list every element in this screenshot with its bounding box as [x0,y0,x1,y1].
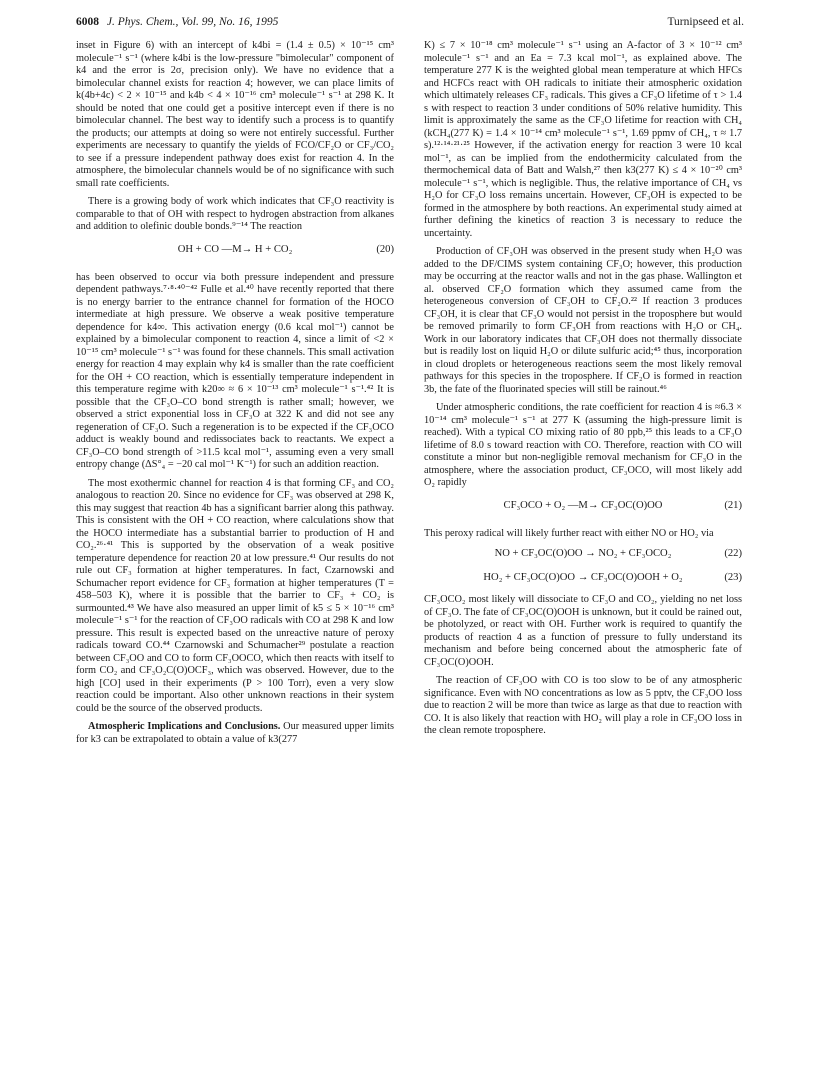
journal-citation: J. Phys. Chem., Vol. 99, No. 16, 1995 [106,16,279,28]
equation-number: (21) [724,499,742,511]
paragraph: There is a growing body of work which indicates that CF₃O reactivity is comparable to that of OH with respect to hydrogen abstraction from alkanes and addition to olefinic double bonds.⁹⁻¹⁴ The reaction [76,196,394,232]
paragraph-text: Our measured upper limits for k3 can be extrapolated to obtain a value of k3(277 [76,721,394,745]
equation-number: (23) [724,572,742,583]
equation-text: NO + CF₃OC(O)OO → NO₂ + CF₃OCO₂ [494,548,672,559]
equation-21 [424,496,742,520]
left-column [76,40,394,752]
equation-text: CF₃OCO + O₂ —M→ CF₃OC(O)OO [503,499,663,511]
paragraph: The reaction of CF₃OO with CO is too slow to be of any atmospheric significance. Even with NO concentrations as low as 5 pptv, the CF₃OO loss due to reaction 2 will be more than twice as large as that due to reaction with CO. It is also likely that reaction with HO₂ will play a role in CF₃OO loss in the clean remote troposphere. [424,675,742,736]
paragraph: This peroxy radical will likely further react with either NO or HO₂ via [424,527,714,539]
paragraph: inset in Figure 6) with an intercept of k4bi = (1.4 ± 0.5) × 10⁻¹⁵ cm³ molecule⁻¹ s⁻¹ (where k4bi is the low-pressure "bimolecular" component of k4 and the error is 2σ, precision only). We have no evidence that a bimolecular channel exists for reaction 4; however, we can place limits of k(4b+4c) < 2 × 10⁻¹⁵ and k4b < 4 × 10⁻¹⁶ cm³ molecule⁻¹ s⁻¹ at 298 K. It should be noted that one could get a positive intercept even if there is no bimolecular channel. The best way to identify such a process is to quantify the products; our attempts at doing so were not entirely successful. Further experiments are necessary to quantify the yields of FCO/CF₂O or CF₃/CO₂ to see if a pressure independent pathway does exist for reaction 4. In the atmosphere, the bimolecular channels would be of no significance with such small rate coefficients. [76,40,394,189]
running-authors: Turnipseed et al. [667,16,744,28]
paragraph: K) ≤ 7 × 10⁻¹⁸ cm³ molecule⁻¹ s⁻¹ using an A-factor of 3 × 10⁻¹² cm³ molecule⁻¹ s⁻¹ and an Ea = 7.3 kcal mol⁻¹, as explained above. The temperature 277 K is the weighted global mean temperature at which HFCs and HCFCs react with OH radicals to initiate their atmospheric oxidation which ultimately releases CF₃ radicals. This gives a CF₃O lifetime of τ > 1.4 s with respect to reaction 3 under conditions of 50% relative humidity. This limit is approximately the same as the CF₃O lifetime for reaction with CH₄ (kCH₄(277 K) = 1.4 × 10⁻¹⁴ cm³ molecule⁻¹ s⁻¹, 1.69 ppmv of CH₄, τ ≈ 1.7 s).¹²·¹⁴·²¹·²⁵ However, if the activation energy for reaction 3 were 10 kcal mol⁻¹, as can be implied from the endothermicity calculated from the thermochemical data of Batt and Walsh,²⁷ then k3(277 K) ≤ 4 × 10⁻²⁰ cm³ molecule⁻¹ s⁻¹, which is negligible. Thus, the relative importance of CH₄ vs H₂O for CF₃O loss remains uncertain. However, CF₃OH is expected to be formed in the atmosphere by both reactions. An experimental study aimed at further defining the kinetics of reaction 3 is necessary to reduce the uncertainty. [424,40,742,239]
paragraph: has been observed to occur via both pressure independent and pressure dependent pathways.⁷·⁸·⁴⁰⁻⁴² Fulle et al.⁴⁰ have recently reported that there is no energy barrier to the entrance channel for formation of the HOCO intermediate at high pressure. We observe a weak positive temperature dependence for k4∞. This activation energy (0.6 kcal mol⁻¹) cannot be explained by a bimolecular component to reaction 4, since a limit of <2 × 10⁻¹⁵ cm³ molecule⁻¹ s⁻¹ was found for these channels. This small activation energy for reaction 4 may explain why k4 is smaller than the rate coefficient for the OH + CO reaction, which is essentially temperature independent in this temperature regime with k20∞ ≈ 6 × 10⁻¹³ cm³ molecule⁻¹ s⁻¹.⁴² It is possible that the CF₃O–CO bond strength is rather small; however, we observed a strict exponential loss in CF₃O at 322 K and did not see any regeneration of CF₃O. Such a regeneration is to be expected if the CF₃OCO adduct is weakly bound and redissociates back to reactants. We expect a CF₃O–CO bond strength of >11.5 kcal mol⁻¹, assuming even a very small entropy change (ΔS°₄ = −20 cal mol⁻¹ K⁻¹) for such an addition reaction. [76,271,395,470]
section-heading: Atmospheric Implications and Conclusions. [88,721,281,732]
page-header [76,16,744,32]
right-column [424,40,742,744]
paragraph: Under atmospheric conditions, the rate coefficient for reaction 4 is ≈6.3 × 10⁻¹⁴ cm³ molecule⁻¹ s⁻¹ at 277 K (assuming the high-pressure limit is reached). With a typical CO mixing ratio of 80 ppb,²⁵ this leads to a CF₃O lifetime of 8.0 s toward reaction with CO. Therefore, reaction with CO will constitute a minor but non-negligible removal mechanism for CF₃O in the atmosphere, where the association product, CF₃OCO, will most likely add O₂ rapidly [424,402,742,488]
equation-22 [424,546,742,566]
equation-20 [76,240,394,264]
equation-23 [424,570,742,590]
paragraph [76,721,394,746]
page-number: 6008 [76,16,99,28]
equation-text: HO₂ + CF₃OC(O)OO → CF₃OC(O)OOH + O₂ [483,572,683,583]
paragraph: The most exothermic channel for reaction 4 is that forming CF₃ and CO₂ analogous to reaction 20. Since no evidence for CF₃ was observed at 298 K, this may suggest that reaction 4b has a significant barrier along this pathway. This is consistent with the OH + CO reaction, where calculations show that the HOCO intermediate has a substantial barrier to production of H and CO₂.²⁶·⁴¹ This is supported by the observation of a weak positive temperature dependence for reaction 20 at low pressure.⁴¹ Our results do not rule out CF₃ formation at higher temperatures. In fact, Czarnowski and Schumacher report evidence for CF₃ formation at higher temperatures (T = 458–503 K), where it is possible that the barrier to CF₃ + CO₂ is surmounted.⁴³ We have also measured an upper limit of k5 ≤ 5 × 10⁻¹⁶ cm³ molecule⁻¹ s⁻¹ for the reaction of CF₃OO radicals with CO at 298 K and low pressure. This result is expected based on the unreactive nature of peroxy radicals toward CO.⁴⁴ Czarnowski and Schumacher²⁹ postulate a reaction between CF₃OO and CO to form CF₃OOCO, which then reacts with itself to form CO₂ and CF₃O₂C(O)OCF₃, which was observed. However, due to the high [CO] used in their experiments (P > 100 Torr), even a very slow reaction could be important. Also other unknown reactions in their system could be the source of the observed products. [76,477,394,714]
header-left [76,16,278,28]
equation-number: (20) [376,243,394,255]
paragraph: Production of CF₃OH was observed in the present study when H₂O was added to the DF/CIMS system containing CF₃O; however, this production may be occurring at the reactor walls and not in the gas phase. Wallington et al. observed CF₂O formation which they assumed came from the heterogeneous conversion of CF₃OH to CF₂O.²² If reaction 3 produces CF₃OH, it is clear that CF₃O would not persist in the troposphere but would be removed primarily to form CF₃OH from reactions with H₂O or CH₄. Work in our laboratory indicates that CF₃OH does not thermally dissociate but is readily lost on liquid H₂O or dilute sulfuric acid;⁴⁵ thus, incorporation in cloud droplets or heterogeneous reactions seem the most likely removal pathways for this species in the troposphere. If CF₂O is formed in reaction 3b, the fate of the fluorinated species will still be rainout.⁴⁶ [424,246,742,395]
paragraph: CF₃OCO₂ most likely will dissociate to CF₃O and CO₂, yielding no net loss of CF₃O. The fate of CF₃OC(O)OOH is unknown, but it could be rained out, be photolyzed, or react with OH. Further work is required to quantify the products of reaction 4 as a function of pressure to fully understand its mechanism and before being concerned about the atmospheric fate of CF₃OC(O)OOH. [424,594,742,668]
equation-text: OH + CO —M→ H + CO₂ [177,243,293,255]
equation-number: (22) [724,548,742,559]
